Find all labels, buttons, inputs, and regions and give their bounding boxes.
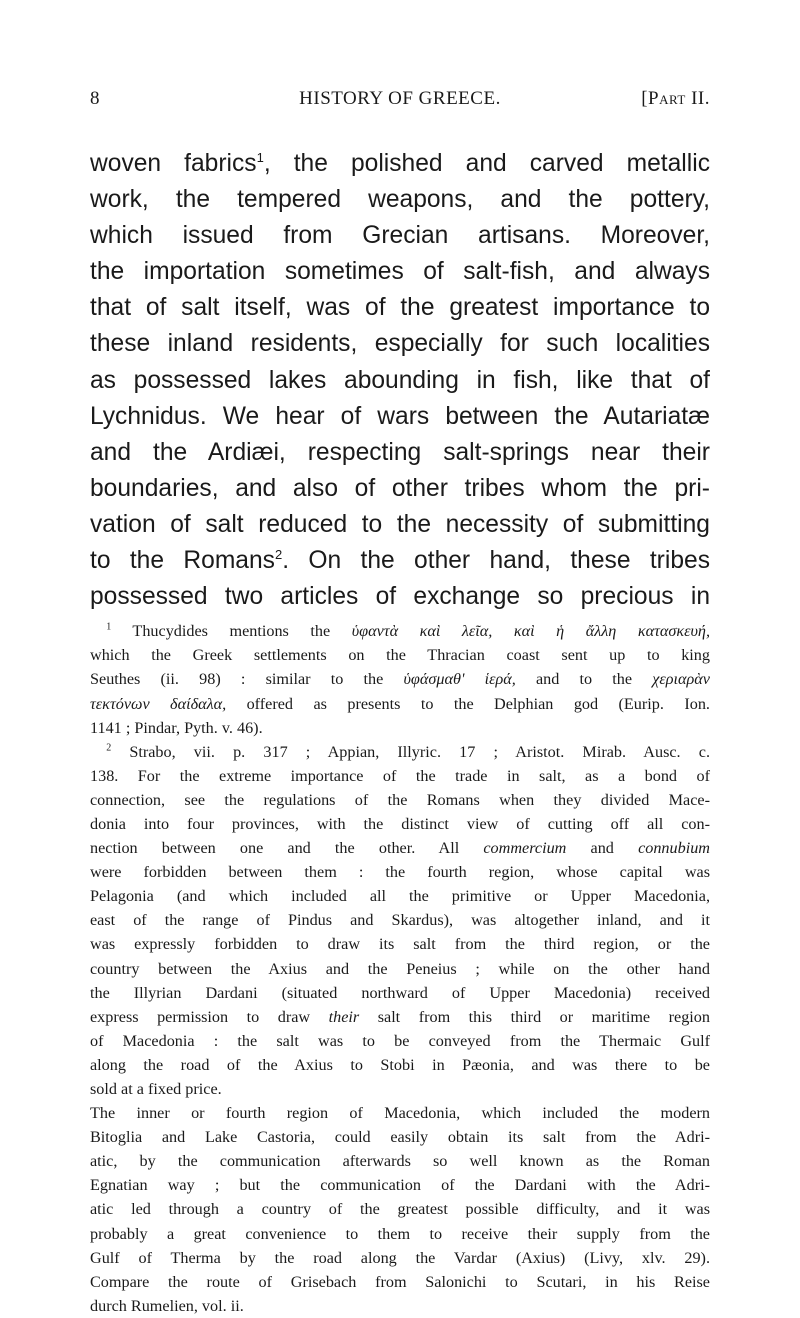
footnote-ref-1[interactable]: 1: [256, 149, 264, 165]
footnote-2-continuation-line: probably a great convenience to them to receive their supply from the: [90, 1224, 710, 1243]
body-line: woven fabrics$^1$, the polished and carved metallic: [90, 149, 710, 177]
page-number: 8: [90, 88, 100, 109]
footnote-2-line: of Macedonia : the salt was to be conveyed from the Thermaic Gulf: [90, 1031, 710, 1050]
footnote-2-line: 138. For the extreme importance of the trade in salt, as a bond of: [90, 766, 710, 785]
body-line: possessed two articles of exchange so precious in: [90, 583, 710, 611]
footnote-2-line: sold at a fixed price.: [90, 1080, 222, 1098]
body-line: that of salt itself, was of the greatest importance to: [90, 294, 710, 322]
footnote-2-continuation-line: Bitoglia and Lake Castoria, could easily obtain its salt from the Adri-: [90, 1128, 710, 1147]
footnote-1-line: 1141 ; Pindar, Pyth. v. 46).: [90, 718, 263, 737]
running-title: HISTORY OF GREECE.: [299, 88, 501, 109]
footnotes: [90, 619, 710, 1318]
main-paragraph: [90, 146, 710, 615]
greek-phrase: ὑφάσμαθ' ἱερά,: [403, 670, 516, 689]
footnote-1-line: Seuthes (ii. 98) : similar to the ὑφάσμαθ' ἱερά, and to the χεριαρὰν: [90, 670, 710, 689]
body-line: which issued from Grecian artisans. Moreover,: [90, 222, 710, 250]
body-line: these inland residents, especially for such localities: [90, 330, 710, 358]
body-line: to the Romans$^2$. On the other hand, these tribes: [90, 546, 710, 575]
italic-term: their: [328, 1007, 360, 1026]
running-header: [90, 88, 710, 114]
footnote-marker-2: 2: [106, 742, 112, 754]
italic-term: connubium: [638, 839, 710, 858]
body-line: vation of salt reduced to the necessity of submitting: [90, 510, 710, 538]
body-line: Lychnidus. We hear of wars between the Autariatæ: [90, 402, 710, 430]
footnote-2-line: express permission to draw their salt from this third or maritime region: [90, 1007, 710, 1026]
footnote-2-continuation-line: Compare the route of Grisebach from Salonichi to Scutari, in his Reise: [90, 1272, 710, 1291]
body-line: as possessed lakes abounding in fish, like that of: [90, 366, 710, 394]
footnote-2-continuation-line: atic led through a country of the greatest possible difficulty, and it was: [90, 1200, 710, 1219]
footnote-marker-1: 1: [106, 621, 112, 633]
body-line: and the Ardiæi, respecting salt-springs near their: [90, 438, 710, 466]
greek-phrase: τεκτόνων δαίδαλα,: [90, 694, 227, 713]
part-label: [Part II.: [641, 88, 710, 109]
footnote-2-line: connection, see the regulations of the Romans when they divided Mace-: [90, 790, 710, 809]
footnote-1-line: τεκτόνων δαίδαλα, offered as presents to the Delphian god (Eurip. Ion.: [90, 694, 710, 713]
greek-phrase: χεριαρὰν: [652, 670, 710, 689]
footnote-2-line: donia into four provinces, with the distinct view of cutting off all con-: [90, 814, 710, 833]
footnote-2-continuation-line: Gulf of Therma by the road along the Vardar (Axius) (Livy, xlv. 29).: [90, 1248, 710, 1267]
footnote-2-continuation-line: The inner or fourth region of Macedonia, which included the modern: [90, 1104, 710, 1123]
greek-phrase: ὑφαντὰ καὶ λεῖα, καὶ ἡ ἄλλη κατασκευή,: [351, 622, 711, 641]
footnote-2-continuation-line: atic, by the communication afterwards so well known as the Roman: [90, 1152, 710, 1171]
italic-term: commercium: [483, 839, 567, 858]
footnote-2-line: Pelagonia (and which included all the primitive or Upper Macedonia,: [90, 887, 710, 906]
footnote-2-line: the Illyrian Dardani (situated northward of Upper Macedonia) received: [90, 983, 710, 1002]
footnote-ref-2[interactable]: 2: [274, 546, 283, 562]
footnote-1-line: which the Greek settlements on the Thracian coast sent up to king: [90, 646, 710, 665]
footnote-2-line: was expressly forbidden to draw its salt from the third region, or the: [90, 935, 710, 954]
footnote-2-line: country between the Axius and the Peneius ; while on the other hand: [90, 959, 710, 978]
footnote-2-continuation-line: Egnatian way ; but the communication of the Dardani with the Adri-: [90, 1176, 710, 1195]
footnote-2-line: were forbidden between them : the fourth region, whose capital was: [90, 863, 710, 882]
book-page: [90, 88, 710, 1318]
footnote-2-line: nection between one and the other. All commercium and connubium: [90, 839, 710, 858]
body-line: boundaries, and also of other tribes whom the pri-: [90, 474, 710, 502]
footnote-2-continuation-line: durch Rumelien, vol. ii.: [90, 1296, 244, 1315]
body-line: the importation sometimes of salt-fish, and always: [90, 258, 710, 286]
footnote-2-line: $^2$ Strabo, vii. p. 317 ; Appian, Illyric. 17 ; Aristot. Mirab. Ausc. c.: [106, 742, 710, 761]
footnote-2-line: along the road of the Axius to Stobi in Pæonia, and was there to be: [90, 1055, 710, 1074]
footnote-2-line: east of the range of Pindus and Skardus), was altogether inland, and it: [90, 911, 710, 930]
footnote-1-line: $^1$ Thucydides mentions the ὑφαντὰ καὶ λεῖα, καὶ ἡ ἄλλη κατασκευή,: [106, 621, 711, 641]
body-line: work, the tempered weapons, and the pottery,: [90, 186, 710, 214]
